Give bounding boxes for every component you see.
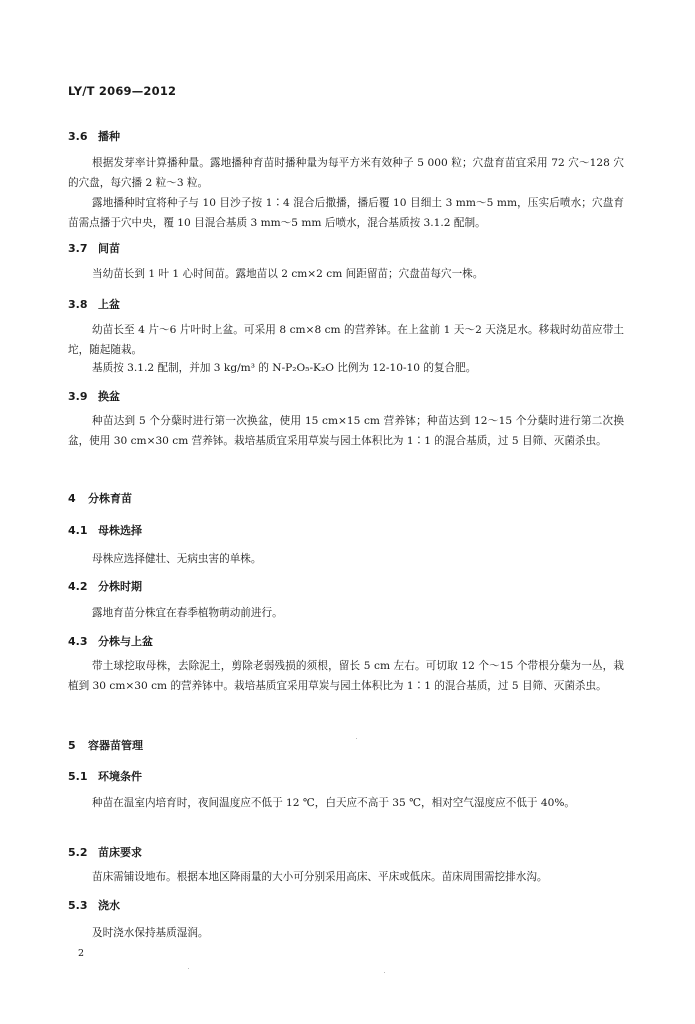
section-3-6-paragraph-1: 根据发芽率计算播种量。露地播种育苗时播种量为每平方米有效种子 5 000 粒；穴盘育苗宜采用 72 穴～128 穴的穴盘，每穴播 2 粒～3 粒。: [68, 157, 624, 189]
section-3-9-paragraph-1: 种苗达到 5 个分蘖时进行第一次换盆，使用 15 cm×15 cm 营养钵；种苗达到 12～15 个分蘖时进行第二次换盆，使用 30 cm×30 cm 营养钵。栽培基质宜采用草炭与园土体积比为 1∶1 的混合基质，过 5 目筛、灭菌杀虫。: [68, 415, 624, 447]
section-number: 4.2: [68, 580, 88, 593]
section-heading-5-2: [68, 844, 142, 860]
chapter-title: 容器苗管理: [88, 739, 143, 752]
section-heading-5-1: [68, 768, 142, 784]
section-4-3-paragraph-1: 带土球挖取母株，去除泥土，剪除老弱残损的须根，留长 5 cm 左右。可切取 12 个～15 个带根分蘖为一丛，栽植到 30 cm×30 cm 的营养钵中。栽培基质宜采用草炭与园土体积比为 1∶1 的混合基质，过 5 目筛、灭菌杀虫。: [68, 660, 624, 692]
section-heading-3-7: [68, 240, 120, 256]
chapter-heading-5: [68, 737, 143, 753]
section-number: 4.3: [68, 635, 88, 648]
section-title: 播种: [98, 130, 120, 143]
section-heading-4-1: [68, 522, 142, 538]
section-number: 3.9: [68, 390, 88, 403]
section-title: 苗床要求: [98, 846, 142, 859]
section-4-1-paragraph-1: 母株应选择健壮、无病虫害的单株。: [92, 553, 262, 565]
section-number: 3.6: [68, 130, 88, 143]
section-number: 3.7: [68, 242, 88, 255]
section-3-6-paragraph-2: 露地播种时宜将种子与 10 目沙子按 1∶4 混合后撒播，播后覆 10 目细土 3 mm～5 mm，压实后喷水；穴盘育苗需点播于穴中央，覆 10 目混合基质 3 mm～5 mm 后喷水，混合基质按 3.1.2 配制。: [68, 197, 624, 229]
chapter-number: 5: [68, 739, 76, 752]
section-5-1-paragraph-1: 种苗在温室内培育时，夜间温度应不低于 12 ℃，白天应不高于 35 ℃，相对空气湿度应不低于 40%。: [92, 797, 576, 809]
section-3-8-paragraph-2: 基质按 3.1.2 配制，并加 3 kg/m³ 的 N-P₂O₅-K₂O 比例为 12-10-10 的复合肥。: [92, 362, 477, 374]
section-heading-3-9: [68, 388, 120, 404]
section-5-3-paragraph-1: 及时浇水保持基质湿润。: [92, 927, 209, 939]
page-number: 2: [78, 948, 85, 959]
scan-speck: [188, 968, 189, 969]
section-heading-5-3: [68, 897, 120, 913]
section-4-2-paragraph-1: 露地育苗分株宜在春季植物萌动前进行。: [92, 607, 283, 619]
section-heading-3-8: [68, 296, 120, 312]
section-number: 5.1: [68, 770, 88, 783]
section-title: 换盆: [98, 390, 120, 403]
section-title: 间苗: [98, 242, 120, 255]
section-title: 分株与上盆: [98, 635, 153, 648]
section-title: 上盆: [98, 298, 120, 311]
scan-speck: [384, 972, 385, 973]
section-3-8-paragraph-1: 幼苗长至 4 片～6 片叶时上盆。可采用 8 cm×8 cm 的营养钵。在上盆前 1 天～2 天浇足水。移栽时幼苗应带土坨，随起随栽。: [68, 324, 624, 356]
section-5-2-paragraph-1: 苗床需铺设地布。根据本地区降雨量的大小可分别采用高床、平床或低床。苗床周围需挖排水沟。: [92, 871, 548, 883]
section-number: 5.2: [68, 846, 88, 859]
section-number: 5.3: [68, 899, 88, 912]
section-title: 浇水: [98, 899, 120, 912]
section-heading-4-2: [68, 578, 142, 594]
section-number: 3.8: [68, 298, 88, 311]
section-3-7-paragraph-1: 当幼苗长到 1 叶 1 心时间苗。露地苗以 2 cm×2 cm 间距留苗；穴盘苗每穴一株。: [92, 268, 484, 280]
scan-speck: [356, 738, 357, 739]
section-title: 分株时期: [98, 580, 142, 593]
section-title: 环境条件: [98, 770, 142, 783]
chapter-number: 4: [68, 492, 76, 505]
chapter-title: 分株育苗: [88, 492, 132, 505]
section-heading-3-6: [68, 128, 120, 144]
standard-code-header: LY/T 2069—2012: [68, 84, 177, 98]
section-number: 4.1: [68, 524, 88, 537]
section-title: 母株选择: [98, 524, 142, 537]
section-heading-4-3: [68, 633, 153, 649]
chapter-heading-4: [68, 490, 132, 506]
